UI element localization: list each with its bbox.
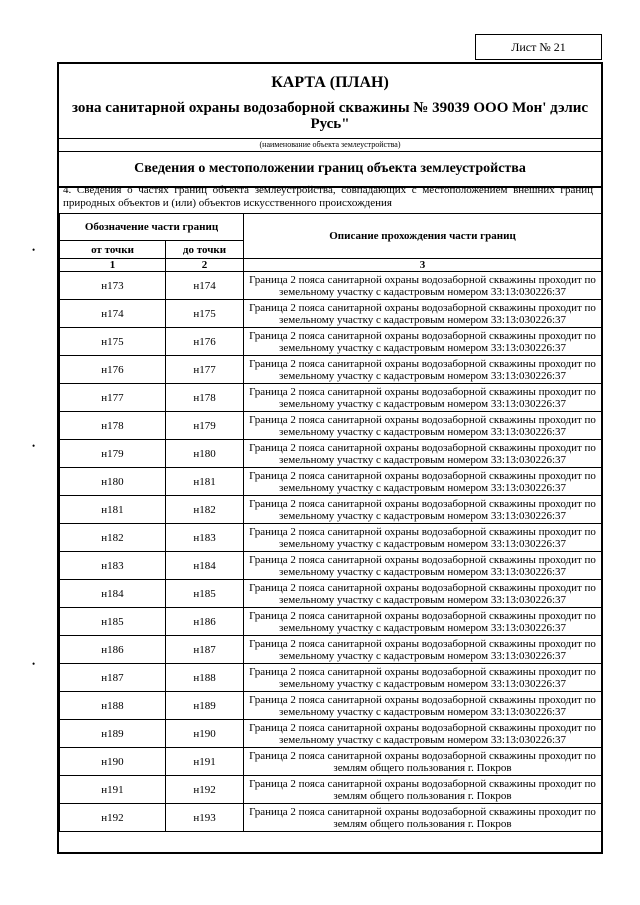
table-row — [60, 748, 602, 776]
to-point-cell: н177 — [166, 356, 244, 384]
to-point-cell: н189 — [166, 692, 244, 720]
description-cell: Граница 2 пояса санитарной охраны водозаборной скважины проходит по земельному участку с кадастровым номером 33:13:030226:37 — [244, 608, 602, 636]
subsection-heading — [63, 182, 593, 208]
from-point-cell: н176 — [60, 356, 166, 384]
description-cell: Граница 2 пояса санитарной охраны водозаборной скважины проходит по земельному участку с кадастровым номером 33:13:030226:37 — [244, 496, 602, 524]
description-cell: Граница 2 пояса санитарной охраны водозаборной скважины проходит по земельному участку с кадастровым номером 33:13:030226:37 — [244, 552, 602, 580]
description-cell: Граница 2 пояса санитарной охраны водозаборной скважины проходит по землям общего пользования г. Покров — [244, 748, 602, 776]
header-col-number-2: 2 — [166, 259, 244, 272]
to-point-cell: н186 — [166, 608, 244, 636]
header-description: Описание прохождения части границ — [244, 214, 602, 259]
header-to-point: до точки — [166, 241, 244, 259]
to-point-cell: н176 — [166, 328, 244, 356]
from-point-cell: н192 — [60, 804, 166, 832]
description-cell: Граница 2 пояса санитарной охраны водозаборной скважины проходит по земельному участку с кадастровым номером 33:13:030226:37 — [244, 300, 602, 328]
table-row — [60, 384, 602, 412]
page-subtitle: зона санитарной охраны водозаборной скважины № 39039 ООО Мон' дэлис Русь" — [71, 100, 589, 132]
title-block — [59, 64, 601, 138]
margin-mark: • — [32, 659, 36, 669]
to-point-cell: н179 — [166, 412, 244, 440]
to-point-cell: н190 — [166, 720, 244, 748]
description-cell: Граница 2 пояса санитарной охраны водозаборной скважины проходит по земельному участку с кадастровым номером 33:13:030226:37 — [244, 468, 602, 496]
subsection-text: 4. Сведения о частях границ объекта землеустройства, совпадающих с местоположением внешних границ природных объектов и (или) объектов искусственного происхождения — [63, 184, 593, 209]
from-point-cell: н177 — [60, 384, 166, 412]
description-cell: Граница 2 пояса санитарной охраны водозаборной скважины проходит по землям общего пользования г. Покров — [244, 804, 602, 832]
table-row — [60, 300, 602, 328]
from-point-cell: н178 — [60, 412, 166, 440]
section-title: Сведения о местоположении границ объекта землеустройства — [59, 152, 601, 188]
to-point-cell: н181 — [166, 468, 244, 496]
description-cell: Граница 2 пояса санитарной охраны водозаборной скважины проходит по земельному участку с кадастровым номером 33:13:030226:37 — [244, 440, 602, 468]
header-col-number-3: 3 — [244, 259, 602, 272]
description-cell: Граница 2 пояса санитарной охраны водозаборной скважины проходит по земельному участку с кадастровым номером 33:13:030226:37 — [244, 692, 602, 720]
description-cell: Граница 2 пояса санитарной охраны водозаборной скважины проходит по земельному участку с кадастровым номером 33:13:030226:37 — [244, 328, 602, 356]
to-point-cell: н180 — [166, 440, 244, 468]
to-point-cell: н193 — [166, 804, 244, 832]
table-row — [60, 636, 602, 664]
table-row — [60, 804, 602, 832]
to-point-cell: н184 — [166, 552, 244, 580]
from-point-cell: н187 — [60, 664, 166, 692]
header-col-number-1: 1 — [60, 259, 166, 272]
description-cell: Граница 2 пояса санитарной охраны водозаборной скважины проходит по землям общего пользования г. Покров — [244, 776, 602, 804]
from-point-cell: н188 — [60, 692, 166, 720]
document-frame — [57, 62, 603, 854]
sheet-number-label: Лист № 21 — [475, 34, 602, 60]
page-title: КАРТА (ПЛАН) — [271, 74, 389, 91]
table-row — [60, 692, 602, 720]
description-cell: Граница 2 пояса санитарной охраны водозаборной скважины проходит по земельному участку с кадастровым номером 33:13:030226:37 — [244, 384, 602, 412]
from-point-cell: н173 — [60, 272, 166, 300]
table-row — [60, 496, 602, 524]
description-cell: Граница 2 пояса санитарной охраны водозаборной скважины проходит по земельному участку с кадастровым номером 33:13:030226:37 — [244, 720, 602, 748]
object-name-note: (наименование объекта землеустройства) — [59, 138, 601, 152]
from-point-cell: н189 — [60, 720, 166, 748]
from-point-cell: н175 — [60, 328, 166, 356]
to-point-cell: н182 — [166, 496, 244, 524]
description-cell: Граница 2 пояса санитарной охраны водозаборной скважины проходит по земельному участку с кадастровым номером 33:13:030226:37 — [244, 524, 602, 552]
to-point-cell: н183 — [166, 524, 244, 552]
from-point-cell: н174 — [60, 300, 166, 328]
header-from-point: от точки — [60, 241, 166, 259]
description-cell: Граница 2 пояса санитарной охраны водозаборной скважины проходит по земельному участку с кадастровым номером 33:13:030226:37 — [244, 356, 602, 384]
description-cell: Граница 2 пояса санитарной охраны водозаборной скважины проходит по земельному участку с кадастровым номером 33:13:030226:37 — [244, 272, 602, 300]
to-point-cell: н178 — [166, 384, 244, 412]
table-body — [60, 272, 602, 832]
from-point-cell: н191 — [60, 776, 166, 804]
table-row — [60, 552, 602, 580]
description-cell: Граница 2 пояса санитарной охраны водозаборной скважины проходит по земельному участку с кадастровым номером 33:13:030226:37 — [244, 580, 602, 608]
from-point-cell: н181 — [60, 496, 166, 524]
table-row — [60, 524, 602, 552]
table-row — [60, 580, 602, 608]
to-point-cell: н191 — [166, 748, 244, 776]
table-row — [60, 412, 602, 440]
from-point-cell: н180 — [60, 468, 166, 496]
to-point-cell: н174 — [166, 272, 244, 300]
to-point-cell: н187 — [166, 636, 244, 664]
description-cell: Граница 2 пояса санитарной охраны водозаборной скважины проходит по земельному участку с кадастровым номером 33:13:030226:37 — [244, 664, 602, 692]
table-row — [60, 664, 602, 692]
table-row — [60, 776, 602, 804]
description-cell: Граница 2 пояса санитарной охраны водозаборной скважины проходит по земельному участку с кадастровым номером 33:13:030226:37 — [244, 412, 602, 440]
from-point-cell: н185 — [60, 608, 166, 636]
to-point-cell: н192 — [166, 776, 244, 804]
boundary-table — [59, 213, 602, 832]
from-point-cell: н183 — [60, 552, 166, 580]
from-point-cell: н184 — [60, 580, 166, 608]
table-row — [60, 720, 602, 748]
table-row — [60, 328, 602, 356]
margin-mark: • — [32, 245, 36, 255]
table-row — [60, 440, 602, 468]
from-point-cell: н186 — [60, 636, 166, 664]
header-boundary-parts: Обозначение части границ — [60, 214, 244, 241]
table-row — [60, 608, 602, 636]
margin-mark: • — [32, 441, 36, 451]
table-row — [60, 468, 602, 496]
to-point-cell: н188 — [166, 664, 244, 692]
to-point-cell: н175 — [166, 300, 244, 328]
description-cell: Граница 2 пояса санитарной охраны водозаборной скважины проходит по земельному участку с кадастровым номером 33:13:030226:37 — [244, 636, 602, 664]
from-point-cell: н182 — [60, 524, 166, 552]
to-point-cell: н185 — [166, 580, 244, 608]
table-row — [60, 272, 602, 300]
table-row — [60, 356, 602, 384]
from-point-cell: н190 — [60, 748, 166, 776]
from-point-cell: н179 — [60, 440, 166, 468]
